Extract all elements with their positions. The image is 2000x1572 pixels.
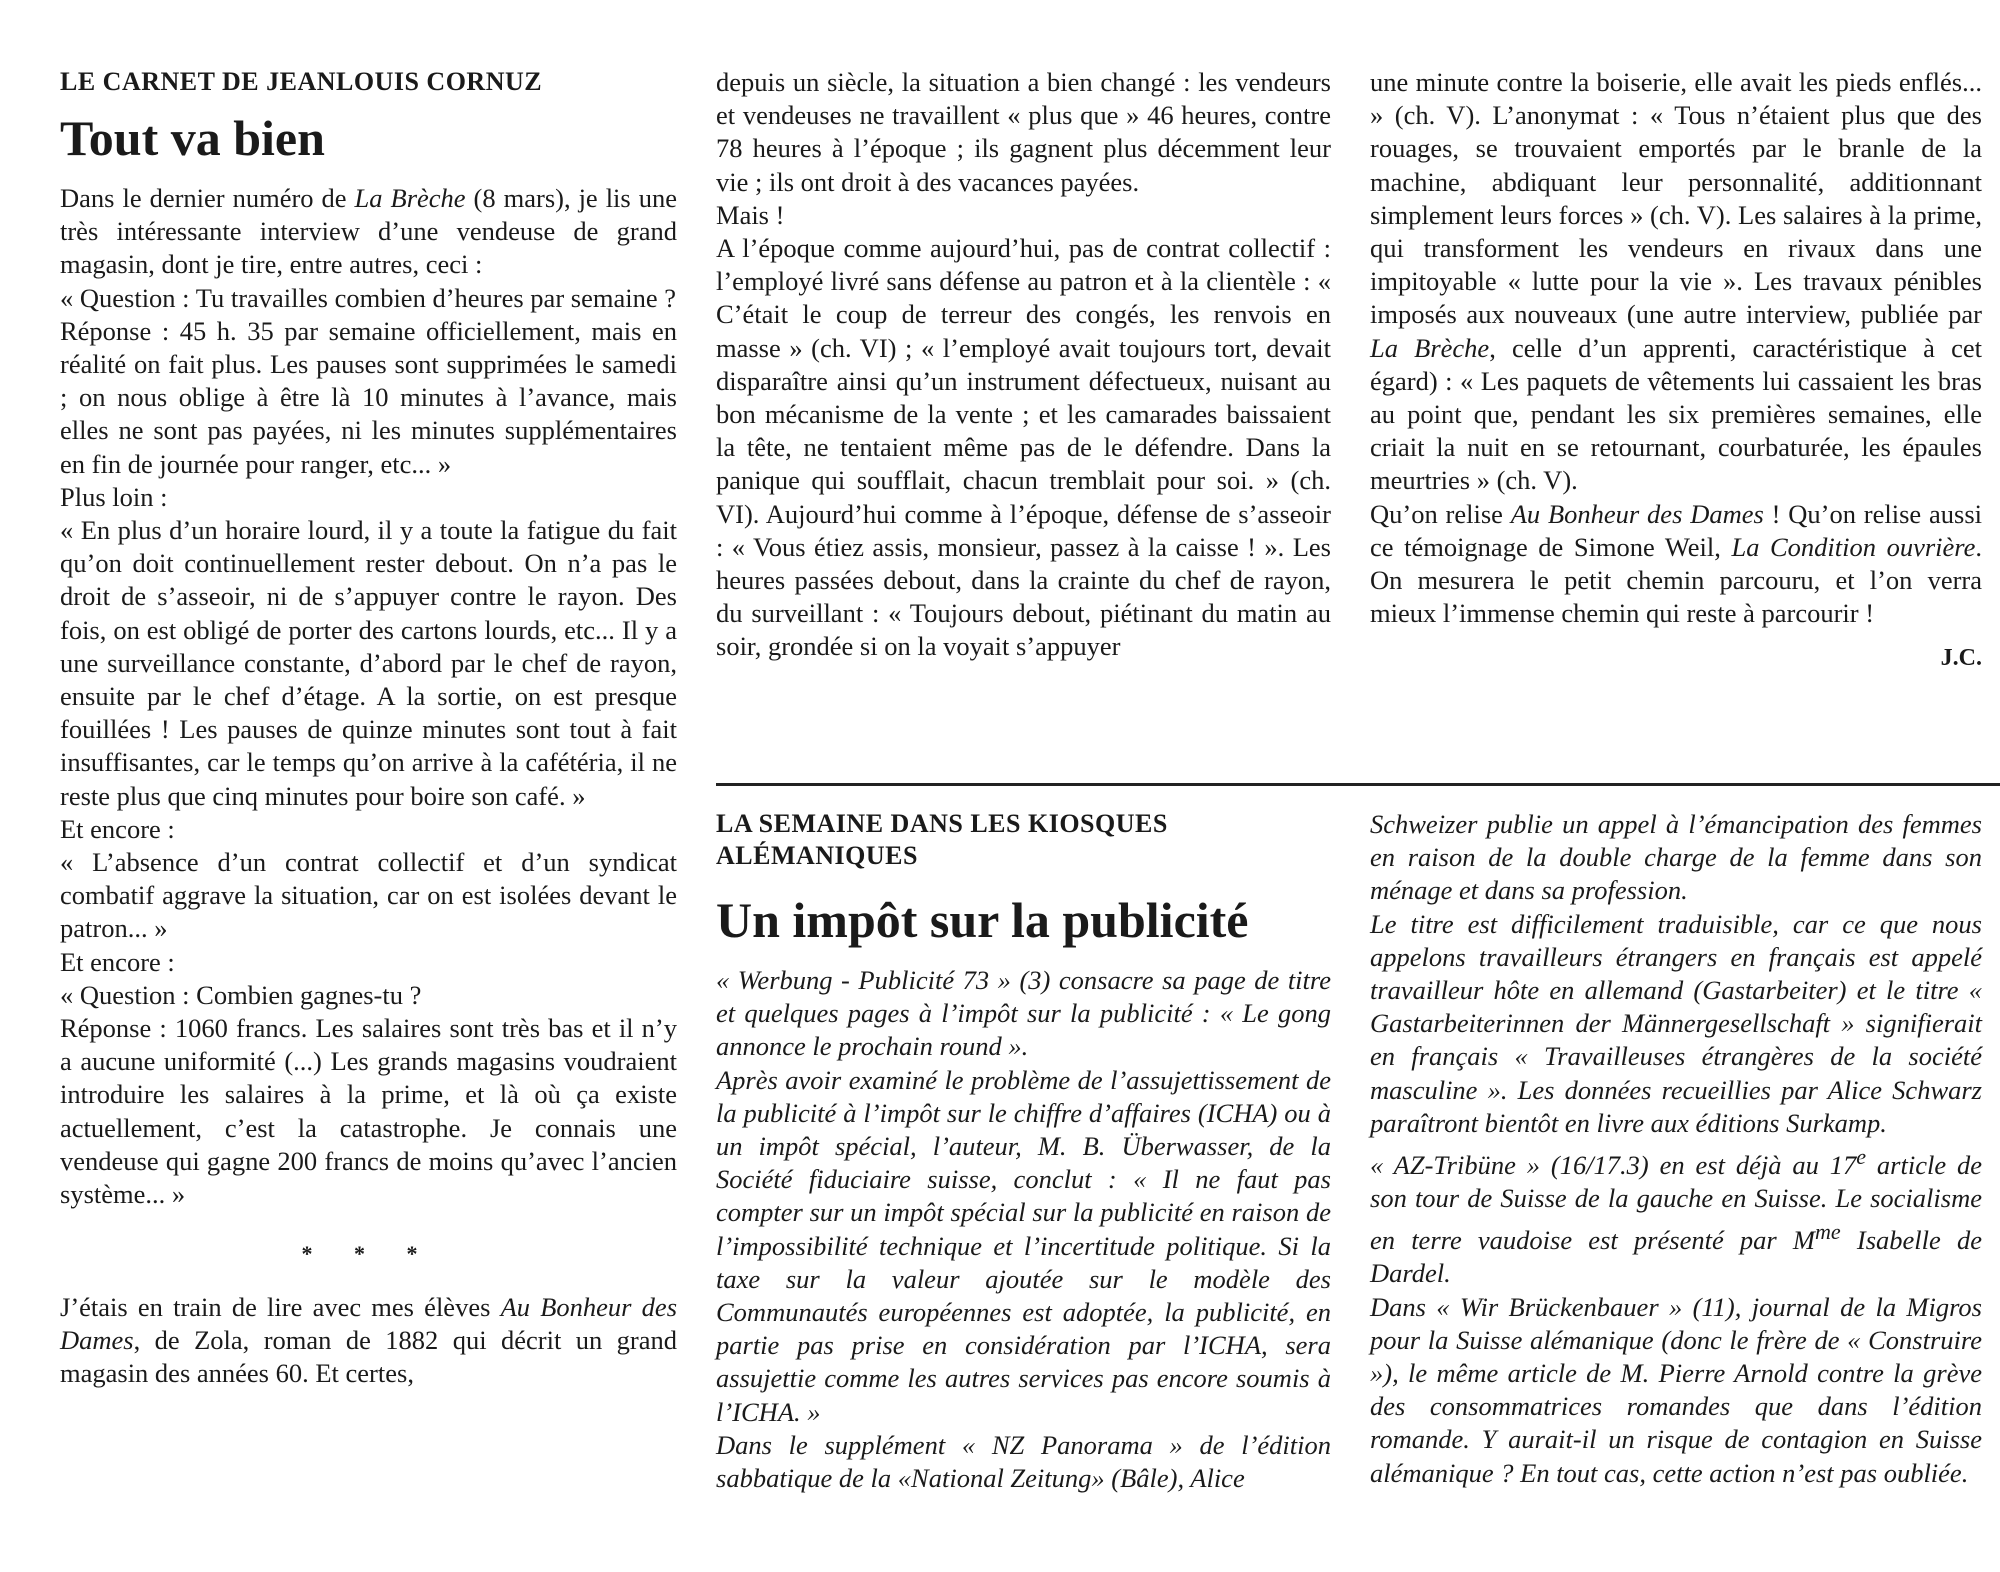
bottom-paragraph: « Werbung - Publicité 73 » (3) consacre sa page de titre et quelques pages à l’impôt sur la publicité : « Le gong annonce le prochain round ». <box>716 965 1331 1062</box>
left-column <box>60 66 677 1390</box>
book-title: La Condition ouvrière <box>1731 531 1976 562</box>
middle-paragraph: Mais ! <box>716 199 785 230</box>
right-top-column <box>1370 66 1982 676</box>
bottom-paragraph: Après avoir examiné le problème de l’assujettissement de la publicité à l’impôt sur le chiffre d’affaires (ICHA) ou à un impôt spécial, l’auteur, M. B. Überwasser, de la Société fiduciaire suisse, conclut : « Il ne faut pas compter sur un impôt spécial sur la publicité en raison de l’impossibilité technique et l’incertitude politique. Si la taxe sur la valeur ajoutée sur le modèle des Communautés européennes est adoptée, la publicité, en partie pas prise en considération par l’ICHA, sera assujettie comme les autres services pas encore soumis à l’ICHA. » <box>716 1064 1331 1427</box>
book-title: Au Bonheur des Dames <box>60 1291 678 1355</box>
bottom-right-body <box>1370 808 1982 1490</box>
bottom-paragraph: Dans le supplément « NZ Panorama » de l’édition sabbatique de la «National Zeitung» (Bâle), Alice <box>716 1429 1331 1494</box>
middle-paragraph: depuis un siècle, la situation a bien changé : les vendeurs et vendeuses ne travaillent « plus que » 46 heures, contre 78 heures à l’époque ; ils gagnent plus décemment leur vie ; ils ont droit à des vacances payées. <box>716 67 1331 197</box>
author-signature: J.C. <box>1940 645 1982 672</box>
right-paragraph: une minute contre la boiserie, elle avait les pieds enflés... » (ch. V). L’anonymat : « Tous n’étaient plus que des rouages, se trouvaient emportés par le branle de la machine, abdiquant leur personnalité, additionnant simplement leurs forces » (ch. V). Les salaires à la prime, qui transforment les vendeurs en rivaux dans une impitoyable « lutte pour la vie ». Les travaux pénibles imposés aux nouveaux (une autre interview, publiée par La Brèche, celle d’un apprenti, caractéristique à cet égard) : « Les paquets de vêtements lui cassaient les bras au point que, pendant les six premières semaines, elle criait la nuit en se retournant, courbaturée, les épaules meurtries » (ch. V). <box>1370 67 1982 496</box>
left-paragraph: « En plus d’un horaire lourd, il y a toute la fatigue du fait qu’on doit continuellement rester debout. On n’a pas le droit de s’asseoir, ni de s’appuyer contre le rayon. Des fois, on est obligé de porter des cartons lourds, etc... Il y a une surveillance constante, d’abord par le chef de rayon, ensuite par le chef d’étage. A la sortie, on est presque fouillées ! Les pauses de quinze minutes sont tout à fait insuffisantes, car le temps qu’on arrive à la cafétéria, il ne reste plus que cinq minutes pour boire son café. » <box>60 515 677 811</box>
bottom-right-column <box>1370 808 1982 1490</box>
publication-name: La Brèche <box>1370 332 1490 363</box>
book-title: Au Bonheur des Dames <box>1510 498 1764 529</box>
left-title: Tout va bien <box>60 110 325 166</box>
left-paragraph: Réponse : 1060 francs. Les salaires sont très bas et il n’y a aucune uniformité (...) Les grands magasins voudraient introduire les salaires à la prime, et là où ça existe actuellement, c’est la catastrophe. Je connais une vendeuse qui gagne 200 francs de moins qu’avec l’ancien système... » <box>60 1013 677 1210</box>
middle-article-body <box>716 66 1331 664</box>
middle-top-column <box>716 66 1331 664</box>
bottom-paragraph: Le titre est difficilement traduisible, car ce que nous appelons travailleurs étrangers en français est appelé travailleur hôte en allemand (Gastarbeiter) et le titre « Gastarbeiterinnen der Männergesellschaft » signifierait en français « Travailleuses étrangères de la société masculine ». Les données recueillies par Alice Schwarz paraîtront bientôt en livre aux éditions Surkamp. <box>1370 908 1982 1138</box>
bottom-middle-column <box>716 808 1331 1495</box>
right-paragraph: Qu’on relise Au Bonheur des Dames ! Qu’on relise aussi ce témoignage de Simone Weil, La Condition ouvrière. On mesurera le petit chemin parcouru, et l’on verra mieux l’immense chemin qui reste à parcourir ! <box>1370 498 1982 629</box>
left-paragraph: « L’absence d’un contrat collectif et d’un syndicat combatif aggrave la situation, car on est isolées devant le patron... » <box>60 847 677 944</box>
left-paragraph: Et encore : <box>60 946 175 977</box>
bottom-kicker-line2: ALÉMANIQUES <box>716 841 918 870</box>
left-kicker: LE CARNET DE JEANLOUIS CORNUZ <box>60 67 543 96</box>
left-paragraph: « Question : Combien gagnes-tu ? <box>60 979 422 1010</box>
bottom-paragraph: Schweizer publie un appel à l’émancipation des femmes en raison de la double charge de la femme dans son ménage et dans sa profession. <box>1370 809 1982 906</box>
bottom-title: Un impôt sur la publicité <box>716 892 1249 948</box>
middle-paragraph: A l’époque comme aujourd’hui, pas de contrat collectif : l’employé livré sans défense au patron et à la clientèle : « C’était le coup de terreur des congés, les renvois en masse » (ch. VI) ; « l’employé avait toujours tort, devait disparaître ainsi qu’un instrument défectueux, nuisant au bon mécanisme de la vente ; et les camarades baissaient la tête, ne tentaient même pas de le défendre. Dans la panique qui soufflait, chacun tremblait pour soi. » (ch. VI). Aujourd’hui comme à l’époque, défense de s’asseoir : « Vous étiez assis, monsieur, passez à la caisse ! ». Les heures passées debout, dans la crainte du chef de rayon, du surveillant : « Toujours debout, piétinant du matin au soir, grondée si on la voyait s’appuyer <box>716 233 1331 662</box>
left-paragraph: Et encore : <box>60 813 175 844</box>
bottom-paragraph: Dans « Wir Brückenbauer » (11), journal de la Migros pour la Suisse alémanique (donc le frère de « Construire »), le même article de M. Pierre Arnold contre la grève des consommatrices romandes que dans l’édition romande. Y aurait-il un risque de contagion en Suisse alémanique ? En tout cas, cette action n’est pas oubliée. <box>1370 1291 1982 1488</box>
left-paragraph: Plus loin : <box>60 481 168 512</box>
publication-name: La Brèche <box>354 183 466 213</box>
right-article-body <box>1370 66 1982 676</box>
left-paragraph: « Question : Tu travailles combien d’heures par semaine ? <box>60 282 676 313</box>
left-paragraph: Dans le dernier numéro de La Brèche (8 mars), je lis une très intéressante interview d’une vendeuse de grand magasin, dont je tire, entre autres, ceci : <box>60 183 677 280</box>
bottom-kicker-line1: LA SEMAINE DANS LES KIOSQUES <box>716 809 1168 838</box>
left-article-body <box>60 182 677 1390</box>
left-paragraph: Réponse : 45 h. 35 par semaine officiellement, mais en réalité on fait plus. Les pauses sont supprimées le samedi ; on nous oblige à être là 10 minutes à l’avance, mais elles ne sont pas payées, ni les minutes supplémentaires en fin de journée pour ranger, etc... » <box>60 315 677 479</box>
bottom-article-body <box>716 964 1331 1495</box>
left-paragraph: J’étais en train de lire avec mes élèves Au Bonheur des Dames, de Zola, roman de 1882 qui décrit un grand magasin des années 60. Et certes, <box>60 1291 678 1388</box>
bottom-paragraph: « AZ-Tribüne » (16/17.3) en est déjà au 17e article de son tour de Suisse de la gauche en Suisse. Le socialisme en terre vaudoise est présenté par $M^{me}$ Isabelle de Dardel. <box>1370 1144 1982 1289</box>
section-separator: * * * <box>301 1241 436 1267</box>
section-divider <box>716 783 2000 786</box>
